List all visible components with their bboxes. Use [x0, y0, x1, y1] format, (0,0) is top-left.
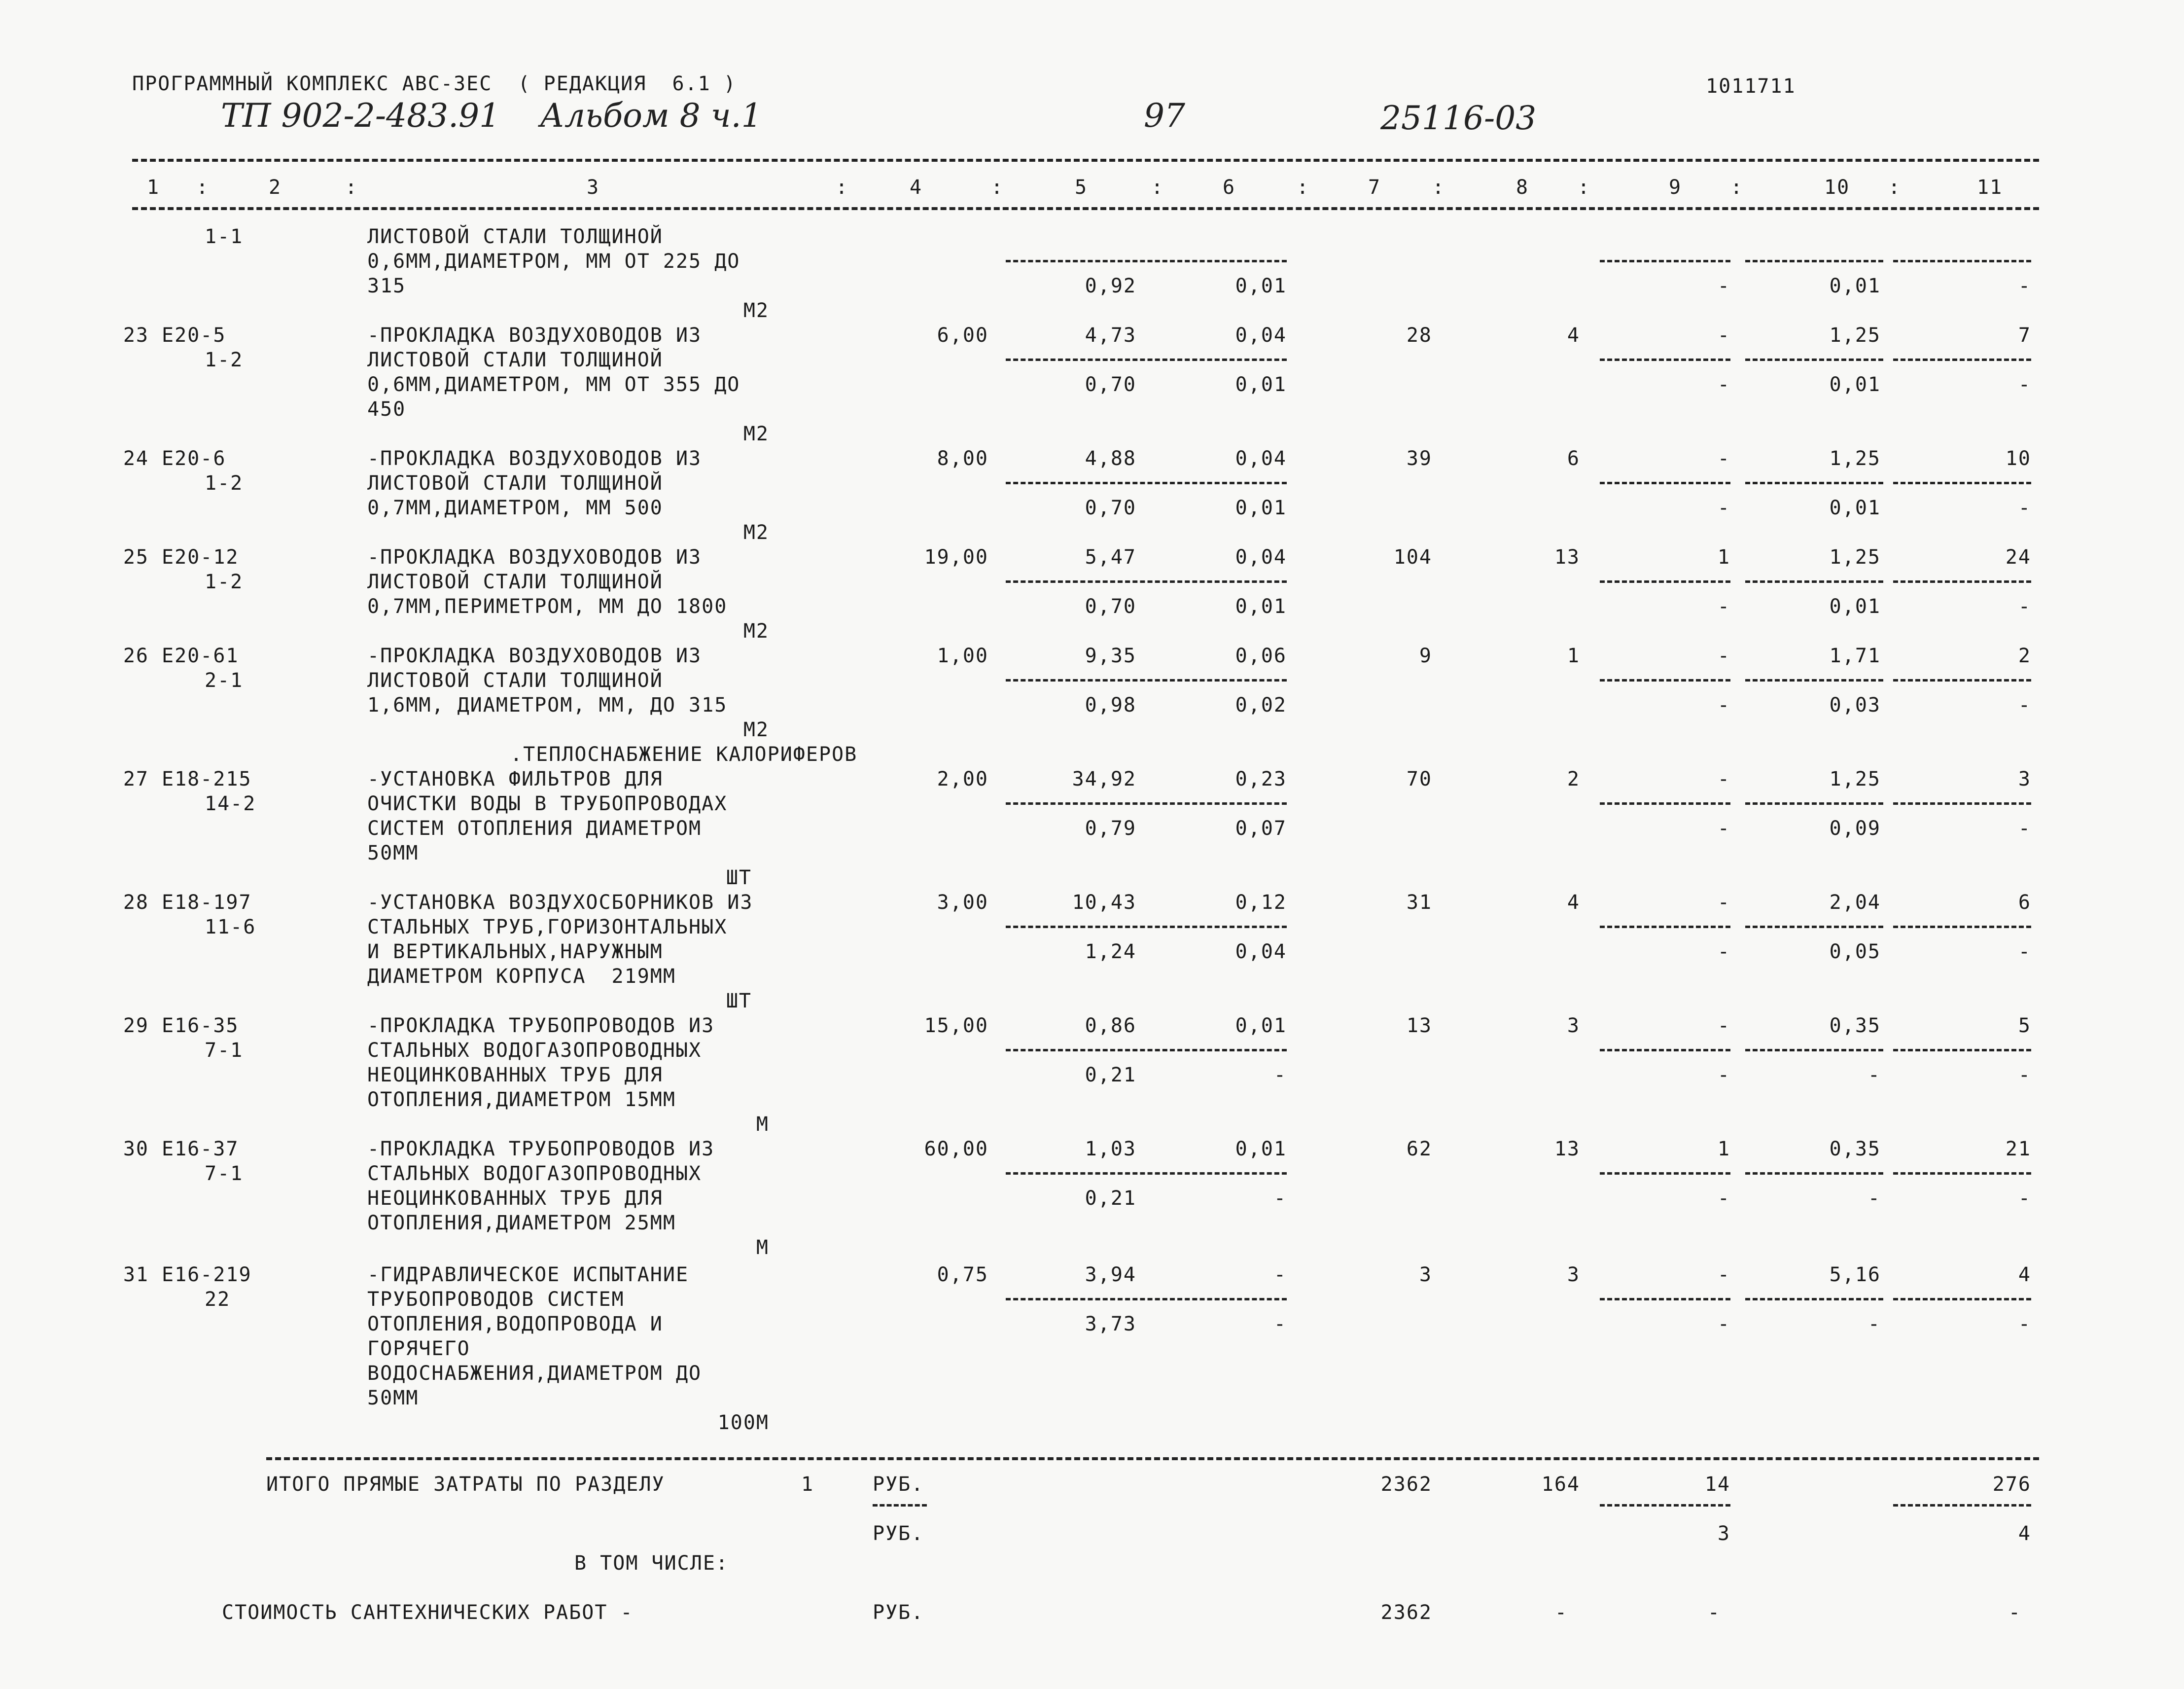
col10-value: 1,25	[1829, 546, 1881, 569]
sanitary-col8: -	[1554, 1601, 1568, 1624]
col9-lower-value: -	[1717, 497, 1730, 519]
col11-value: 5	[2018, 1014, 2031, 1037]
work-description-line: 50ММ	[367, 1387, 419, 1409]
col11-lower-value: -	[2018, 595, 2031, 618]
col6-value: 0,12	[1235, 891, 1287, 914]
totals-col11-lower: 4	[2018, 1522, 2031, 1545]
column-separator: :	[1297, 176, 1310, 199]
fraction-line-col11	[1893, 580, 2031, 583]
col5-value: 3,94	[1085, 1263, 1136, 1286]
col5-lower-value: 0,70	[1085, 497, 1136, 519]
work-description-line: ДИАМЕТРОМ КОРПУСА 219ММ	[367, 965, 676, 988]
separator-header-bottom	[132, 207, 2039, 210]
col9-value: -	[1717, 891, 1730, 914]
including-label: В ТОМ ЧИСЛЕ:	[574, 1552, 729, 1575]
unit-of-measure: М2	[743, 521, 769, 544]
quantity: 60,00	[924, 1138, 988, 1160]
column-separator: :	[991, 176, 1004, 199]
col10-lower-value: -	[1867, 1064, 1881, 1086]
work-description-line: ОТОПЛЕНИЯ,ДИАМЕТРОМ 25ММ	[367, 1212, 676, 1234]
work-description-line: 450	[367, 398, 406, 421]
unit-of-measure: 100М	[717, 1411, 769, 1434]
col5-lower-value: 0,98	[1085, 694, 1136, 717]
col9-value: -	[1717, 324, 1730, 347]
work-description-line: 0,7ММ,ДИАМЕТРОМ, ММ 500	[367, 497, 663, 519]
col10-lower-value: 0,05	[1829, 940, 1881, 963]
col8-value: 13	[1554, 546, 1580, 569]
col6-lower-value: -	[1273, 1187, 1287, 1210]
col11-value: 7	[2018, 324, 2031, 347]
col10-lower-value: 0,03	[1829, 694, 1881, 717]
handwritten-sheet-code: 25116-03	[1380, 99, 1537, 137]
fraction-line-col5-6	[1006, 482, 1287, 484]
col5-value: 34,92	[1072, 768, 1136, 791]
col6-lower-value: -	[1273, 1064, 1287, 1086]
column-separator: :	[1730, 176, 1744, 199]
section-heading: .ТЕПЛОСНАБЖЕНИЕ КАЛОРИФЕРОВ	[510, 743, 858, 766]
col5-lower-value: 0,70	[1085, 373, 1136, 396]
col5-lower-value: 0,92	[1085, 275, 1136, 297]
work-description-line: ВОДОСНАБЖЕНИЯ,ДИАМЕТРОМ ДО	[367, 1362, 702, 1385]
column-separator: :	[1432, 176, 1445, 199]
col7-value: 28	[1406, 324, 1432, 347]
col11-lower-value: -	[2018, 1187, 2031, 1210]
resource-code: 14-2	[205, 792, 256, 815]
col5-lower-value: 0,21	[1085, 1187, 1136, 1210]
totals-col9-lower: 3	[1717, 1522, 1730, 1545]
fraction-line-col5-6	[1006, 359, 1287, 361]
totals-unit-line	[873, 1504, 927, 1507]
fraction-line-col11	[1893, 359, 2031, 361]
col11-value: 6	[2018, 891, 2031, 914]
sanitary-works-label: СТОИМОСТЬ САНТЕХНИЧЕСКИХ РАБОТ -	[222, 1601, 634, 1624]
quantity: 6,00	[937, 324, 988, 347]
work-description-line: ЛИСТОВОЙ СТАЛИ ТОЛЩИНОЙ	[367, 669, 663, 692]
column-separator: :	[1888, 176, 1902, 199]
col6-lower-value: 0,01	[1235, 373, 1287, 396]
col7-value: 31	[1406, 891, 1432, 914]
col7-value: 62	[1406, 1138, 1432, 1160]
row-number: 23	[123, 324, 149, 347]
col9-value: -	[1717, 1014, 1730, 1037]
col7-value: 104	[1393, 546, 1432, 569]
fraction-line-col10	[1745, 580, 1883, 583]
work-description-line: -ПРОКЛАДКА ТРУБОПРОВОДОВ ИЗ	[367, 1138, 715, 1160]
fraction-line-col9	[1600, 482, 1730, 484]
work-description-line: И ВЕРТИКАЛЬНЫХ,НАРУЖНЫМ	[367, 940, 663, 963]
col5-value: 4,88	[1085, 447, 1136, 470]
totals-label: ИТОГО ПРЯМЫЕ ЗАТРАТЫ ПО РАЗДЕЛУ	[266, 1473, 665, 1496]
work-description-line: -ПРОКЛАДКА ВОЗДУХОВОДОВ ИЗ	[367, 324, 702, 347]
separator-top	[132, 159, 2039, 162]
col5-value: 4,73	[1085, 324, 1136, 347]
work-description-line: 0,6ММ,ДИАМЕТРОМ, ММ ОТ 355 ДО	[367, 373, 740, 396]
resource-code: 1-1	[205, 225, 244, 248]
resource-code: 7-1	[205, 1162, 244, 1185]
work-description-line: ОТОПЛЕНИЯ,ДИАМЕТРОМ 15ММ	[367, 1088, 676, 1111]
fraction-line-col5-6	[1006, 926, 1287, 928]
col11-lower-value: -	[2018, 1064, 2031, 1086]
col5-value: 1,03	[1085, 1138, 1136, 1160]
col9-value: -	[1717, 1263, 1730, 1286]
col11-lower-value: -	[2018, 1313, 2031, 1335]
col10-value: 2,04	[1829, 891, 1881, 914]
work-description-line: 1,6ММ, ДИАМЕТРОМ, ММ, ДО 315	[367, 694, 728, 717]
totals-col8: 164	[1541, 1473, 1580, 1496]
col11-lower-value: -	[2018, 940, 2031, 963]
col10-value: 1,25	[1829, 768, 1881, 791]
col11-value: 2	[2018, 645, 2031, 667]
resource-code: Е16-219	[162, 1263, 252, 1286]
row-number: 28	[123, 891, 149, 914]
col6-value: 0,01	[1235, 1014, 1287, 1037]
col9-lower-value: -	[1717, 817, 1730, 840]
col8-value: 4	[1567, 324, 1580, 347]
work-description-line: ОТОПЛЕНИЯ,ВОДОПРОВОДА И	[367, 1313, 663, 1335]
column-header-11: 11	[1977, 176, 2003, 199]
sanitary-col9: -	[1707, 1601, 1721, 1624]
col10-value: 5,16	[1829, 1263, 1881, 1286]
totals-col9: 14	[1704, 1473, 1730, 1496]
col5-lower-value: 0,21	[1085, 1064, 1136, 1086]
col9-lower-value: -	[1717, 275, 1730, 297]
col8-value: 3	[1567, 1263, 1580, 1286]
col10-lower-value: 0,01	[1829, 595, 1881, 618]
work-description-line: НЕОЦИНКОВАННЫХ ТРУБ ДЛЯ	[367, 1187, 663, 1210]
col9-value: -	[1717, 645, 1730, 667]
col7-value: 39	[1406, 447, 1432, 470]
column-separator: :	[345, 176, 358, 199]
col9-lower-value: -	[1717, 1187, 1730, 1210]
column-header-9: 9	[1669, 176, 1682, 199]
totals-section-number: 1	[801, 1473, 814, 1496]
work-description-line: ЛИСТОВОЙ СТАЛИ ТОЛЩИНОЙ	[367, 571, 663, 593]
col8-value: 4	[1567, 891, 1580, 914]
work-description-line: 50ММ	[367, 842, 419, 864]
unit-of-measure: ШТ	[726, 866, 752, 889]
column-separator: :	[1578, 176, 1591, 199]
totals-col11: 276	[1992, 1473, 2031, 1496]
col9-lower-value: -	[1717, 694, 1730, 717]
fraction-line-col11	[1893, 1049, 2031, 1051]
fraction-line-col10	[1745, 260, 1883, 262]
work-description-line: 0,6ММ,ДИАМЕТРОМ, ММ ОТ 225 ДО	[367, 250, 740, 273]
col5-lower-value: 3,73	[1085, 1313, 1136, 1335]
col10-lower-value: 0,01	[1829, 373, 1881, 396]
col11-lower-value: -	[2018, 497, 2031, 519]
fraction-line-col5-6	[1006, 580, 1287, 583]
col5-lower-value: 0,70	[1085, 595, 1136, 618]
row-number: 27	[123, 768, 149, 791]
fraction-line-col10	[1745, 1172, 1883, 1175]
work-description-line: -ГИДРАВЛИЧЕСКОЕ ИСПЫТАНИЕ	[367, 1263, 689, 1286]
unit-of-measure: М2	[743, 620, 769, 643]
fraction-line-col9	[1600, 1049, 1730, 1051]
col8-value: 1	[1567, 645, 1580, 667]
fraction-line-col11	[1893, 926, 2031, 928]
quantity: 0,75	[937, 1263, 988, 1286]
fraction-line-col11	[1893, 1172, 2031, 1175]
fraction-line-col10	[1745, 1049, 1883, 1051]
column-header-7: 7	[1368, 176, 1381, 199]
col11-value: 4	[2018, 1263, 2031, 1286]
col5-value: 5,47	[1085, 546, 1136, 569]
work-description-line: 0,7ММ,ПЕРИМЕТРОМ, ММ ДО 1800	[367, 595, 728, 618]
col6-value: 0,06	[1235, 645, 1287, 667]
quantity: 3,00	[937, 891, 988, 914]
work-description-line: -ПРОКЛАДКА ВОЗДУХОВОДОВ ИЗ	[367, 447, 702, 470]
quantity: 1,00	[937, 645, 988, 667]
column-header-8: 8	[1516, 176, 1529, 199]
col6-lower-value: 0,01	[1235, 595, 1287, 618]
col6-value: 0,04	[1235, 546, 1287, 569]
col9-lower-value: -	[1717, 373, 1730, 396]
resource-code: 1-2	[205, 472, 244, 495]
fraction-line-col11	[1893, 679, 2031, 682]
resource-code: Е16-35	[162, 1014, 239, 1037]
resource-code: Е18-215	[162, 768, 252, 791]
col9-lower-value: -	[1717, 940, 1730, 963]
fraction-line-col10	[1745, 482, 1883, 484]
totals-col9-line	[1600, 1504, 1730, 1507]
work-description-line: СТАЛЬНЫХ ТРУБ,ГОРИЗОНТАЛЬНЫХ	[367, 916, 728, 938]
col7-value: 13	[1406, 1014, 1432, 1037]
resource-code: 22	[205, 1288, 231, 1311]
fraction-line-col9	[1600, 926, 1730, 928]
work-description-line: -ПРОКЛАДКА ТРУБОПРОВОДОВ ИЗ	[367, 1014, 715, 1037]
col6-lower-value: -	[1273, 1313, 1287, 1335]
resource-code: 1-2	[205, 349, 244, 371]
col6-value: 0,04	[1235, 447, 1287, 470]
sanitary-col7: 2362	[1380, 1601, 1432, 1624]
col8-value: 13	[1554, 1138, 1580, 1160]
fraction-line-col11	[1893, 802, 2031, 805]
col9-value: -	[1717, 768, 1730, 791]
row-number: 29	[123, 1014, 149, 1037]
col6-lower-value: 0,01	[1235, 275, 1287, 297]
col10-lower-value: -	[1867, 1313, 1881, 1335]
fraction-line-col9	[1600, 580, 1730, 583]
col11-lower-value: -	[2018, 817, 2031, 840]
column-header-5: 5	[1075, 176, 1088, 199]
fraction-line-col9	[1600, 802, 1730, 805]
row-number: 25	[123, 546, 149, 569]
work-description-line: ЛИСТОВОЙ СТАЛИ ТОЛЩИНОЙ	[367, 349, 663, 371]
col10-value: 1,25	[1829, 324, 1881, 347]
work-description-line: -УСТАНОВКА ВОЗДУХОСБОРНИКОВ ИЗ	[367, 891, 753, 914]
col11-value: 24	[2005, 546, 2031, 569]
document-number: 1011711	[1706, 75, 1796, 98]
quantity: 8,00	[937, 447, 988, 470]
fraction-line-col11	[1893, 1298, 2031, 1300]
handwritten-album: Альбом 8 ч.1	[540, 97, 762, 135]
col10-lower-value: -	[1867, 1187, 1881, 1210]
separator-total	[266, 1457, 2039, 1460]
fraction-line-col9	[1600, 679, 1730, 682]
unit-of-measure: М	[756, 1113, 769, 1136]
fraction-line-col11	[1893, 260, 2031, 262]
column-separator: :	[1151, 176, 1164, 199]
fraction-line-col10	[1745, 1298, 1883, 1300]
column-header-1: 1	[147, 176, 160, 199]
col11-lower-value: -	[2018, 373, 2031, 396]
col9-lower-value: -	[1717, 1313, 1730, 1335]
resource-code: Е18-197	[162, 891, 252, 914]
fraction-line-col5-6	[1006, 1049, 1287, 1051]
col10-lower-value: 0,01	[1829, 275, 1881, 297]
resource-code: Е20-61	[162, 645, 239, 667]
fraction-line-col10	[1745, 359, 1883, 361]
column-header-2: 2	[269, 176, 282, 199]
unit-of-measure: М2	[743, 719, 769, 741]
col6-lower-value: 0,07	[1235, 817, 1287, 840]
fraction-line-col10	[1745, 679, 1883, 682]
work-description-line: СИСТЕМ ОТОПЛЕНИЯ ДИАМЕТРОМ	[367, 817, 702, 840]
col9-value: 1	[1717, 1138, 1730, 1160]
sanitary-col11: -	[2008, 1601, 2021, 1624]
col5-lower-value: 1,24	[1085, 940, 1136, 963]
unit-of-measure: М2	[743, 423, 769, 445]
col6-value: 0,23	[1235, 768, 1287, 791]
totals-unit-lower: РУБ.	[873, 1522, 924, 1545]
work-description-line: ГОРЯЧЕГО	[367, 1337, 470, 1360]
col11-value: 10	[2005, 447, 2031, 470]
col5-lower-value: 0,79	[1085, 817, 1136, 840]
work-description-line: ЛИСТОВОЙ СТАЛИ ТОЛЩИНОЙ	[367, 225, 663, 248]
row-number: 26	[123, 645, 149, 667]
col11-lower-value: -	[2018, 694, 2031, 717]
fraction-line-col9	[1600, 1172, 1730, 1175]
column-separator: :	[196, 176, 210, 199]
work-description-line: -ПРОКЛАДКА ВОЗДУХОВОДОВ ИЗ	[367, 546, 702, 569]
col10-value: 0,35	[1829, 1014, 1881, 1037]
col8-value: 2	[1567, 768, 1580, 791]
col11-value: 21	[2005, 1138, 2031, 1160]
col10-lower-value: 0,09	[1829, 817, 1881, 840]
col10-value: 1,71	[1829, 645, 1881, 667]
col10-lower-value: 0,01	[1829, 497, 1881, 519]
fraction-line-col10	[1745, 926, 1883, 928]
fraction-line-col9	[1600, 260, 1730, 262]
program-title: ПРОГРАММНЫЙ КОМПЛЕКС АВС-3ЕС ( РЕДАКЦИЯ 6.1 )	[132, 72, 737, 95]
resource-code: 11-6	[205, 916, 256, 938]
row-number: 31	[123, 1263, 149, 1286]
col10-value: 0,35	[1829, 1138, 1881, 1160]
unit-of-measure: М2	[743, 299, 769, 322]
col7-value: 3	[1419, 1263, 1432, 1286]
column-header-3: 3	[587, 176, 600, 199]
row-number: 24	[123, 447, 149, 470]
col11-lower-value: -	[2018, 275, 2031, 297]
handwritten-project-code: ТП 902-2-483.91	[221, 97, 500, 135]
work-description-line: СТАЛЬНЫХ ВОДОГАЗОПРОВОДНЫХ	[367, 1162, 702, 1185]
fraction-line-col9	[1600, 1298, 1730, 1300]
fraction-line-col9	[1600, 359, 1730, 361]
resource-code: Е20-5	[162, 324, 226, 347]
work-description-line: ОЧИСТКИ ВОДЫ В ТРУБОПРОВОДАХ	[367, 792, 728, 815]
col8-value: 6	[1567, 447, 1580, 470]
col6-value: 0,04	[1235, 324, 1287, 347]
col6-lower-value: 0,01	[1235, 497, 1287, 519]
row-number: 30	[123, 1138, 149, 1160]
col5-value: 0,86	[1085, 1014, 1136, 1037]
fraction-line-col5-6	[1006, 1298, 1287, 1300]
handwritten-page-number: 97	[1144, 97, 1185, 135]
fraction-line-col5-6	[1006, 260, 1287, 262]
work-description-line: СТАЛЬНЫХ ВОДОГАЗОПРОВОДНЫХ	[367, 1039, 702, 1062]
quantity: 15,00	[924, 1014, 988, 1037]
column-separator: :	[836, 176, 849, 199]
column-header-4: 4	[910, 176, 923, 199]
col9-lower-value: -	[1717, 595, 1730, 618]
work-description-line: -ПРОКЛАДКА ВОЗДУХОВОДОВ ИЗ	[367, 645, 702, 667]
fraction-line-col5-6	[1006, 679, 1287, 682]
col6-lower-value: 0,04	[1235, 940, 1287, 963]
resource-code: Е16-37	[162, 1138, 239, 1160]
col6-value: -	[1273, 1263, 1287, 1286]
totals-col7: 2362	[1380, 1473, 1432, 1496]
quantity: 19,00	[924, 546, 988, 569]
column-header-6: 6	[1223, 176, 1236, 199]
resource-code: 1-2	[205, 571, 244, 593]
col9-value: 1	[1717, 546, 1730, 569]
fraction-line-col5-6	[1006, 1172, 1287, 1175]
column-header-10: 10	[1824, 176, 1850, 199]
work-description-line: ТРУБОПРОВОДОВ СИСТЕМ	[367, 1288, 625, 1311]
col8-value: 3	[1567, 1014, 1580, 1037]
col5-value: 10,43	[1072, 891, 1136, 914]
col7-value: 70	[1406, 768, 1432, 791]
resource-code: 2-1	[205, 669, 244, 692]
unit-of-measure: ШТ	[726, 990, 752, 1012]
totals-unit: РУБ.	[873, 1473, 924, 1496]
col9-value: -	[1717, 447, 1730, 470]
work-description-line: НЕОЦИНКОВАННЫХ ТРУБ ДЛЯ	[367, 1064, 663, 1086]
resource-code: 7-1	[205, 1039, 244, 1062]
col11-value: 3	[2018, 768, 2031, 791]
fraction-line-col11	[1893, 482, 2031, 484]
work-description-line: ЛИСТОВОЙ СТАЛИ ТОЛЩИНОЙ	[367, 472, 663, 495]
col6-value: 0,01	[1235, 1138, 1287, 1160]
resource-code: Е20-6	[162, 447, 226, 470]
col5-value: 9,35	[1085, 645, 1136, 667]
col9-lower-value: -	[1717, 1064, 1730, 1086]
col10-value: 1,25	[1829, 447, 1881, 470]
totals-col11-line	[1893, 1504, 2031, 1507]
fraction-line-col10	[1745, 802, 1883, 805]
work-description-line: 315	[367, 275, 406, 297]
quantity: 2,00	[937, 768, 988, 791]
sanitary-works-unit: РУБ.	[873, 1601, 924, 1624]
fraction-line-col5-6	[1006, 802, 1287, 805]
work-description-line: -УСТАНОВКА ФИЛЬТРОВ ДЛЯ	[367, 768, 663, 791]
col6-lower-value: 0,02	[1235, 694, 1287, 717]
resource-code: Е20-12	[162, 546, 239, 569]
unit-of-measure: М	[756, 1236, 769, 1259]
col7-value: 9	[1419, 645, 1432, 667]
